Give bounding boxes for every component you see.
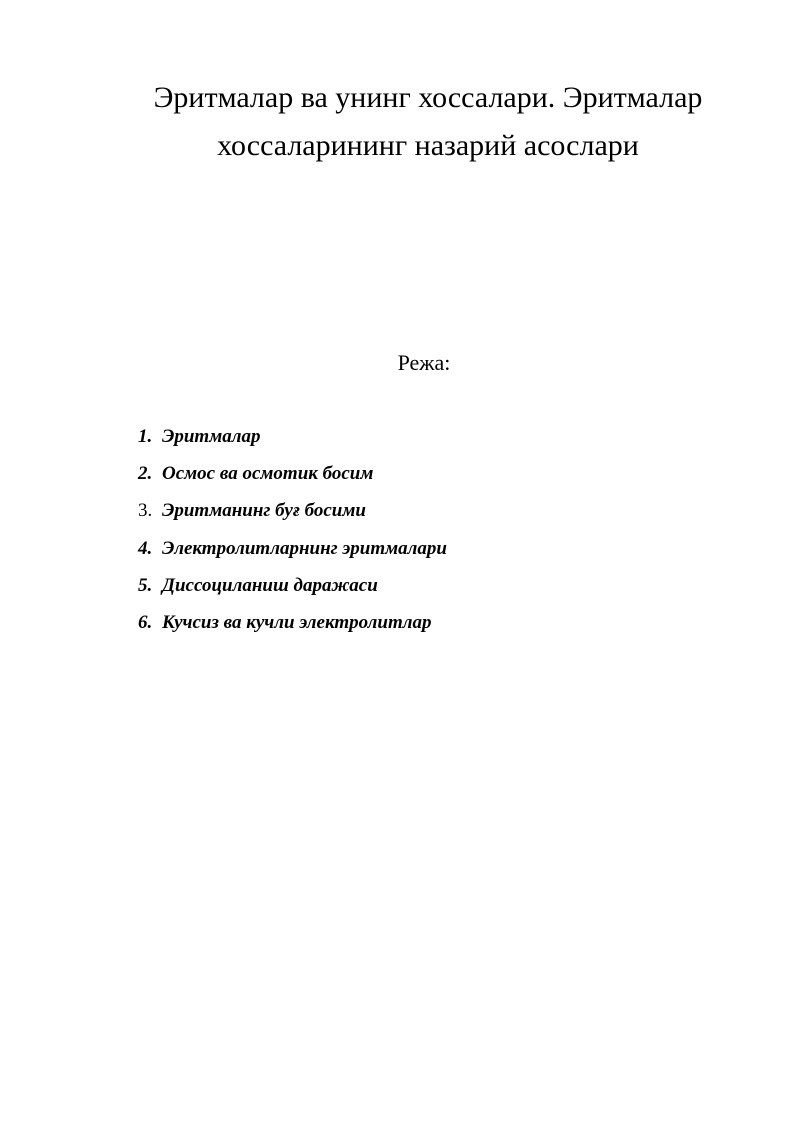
title-line-2: хоссаларининг назарий асослари [217, 129, 639, 162]
list-item-text: Осмос ва осмотик босим [162, 463, 374, 485]
list-item-number: 3. [138, 500, 153, 522]
plan-heading: Режа: [397, 350, 451, 375]
list-item [138, 497, 447, 534]
list-item-number: 4. [138, 537, 153, 559]
list-item [138, 609, 447, 646]
document-title [120, 74, 736, 170]
list-item-text: Электролитларнинг эритмалари [162, 537, 447, 559]
list-item-text: Кучсиз ва кучли электролитлар [162, 611, 432, 633]
list-item [138, 460, 447, 497]
list-item [138, 423, 447, 460]
plan-list [138, 423, 447, 646]
list-item-number: 2. [138, 463, 153, 485]
list-item [138, 535, 447, 572]
list-item-text: Диссоциланиш даражаси [162, 574, 378, 596]
list-item-number: 1. [138, 426, 153, 447]
list-item-number: 5. [138, 574, 153, 596]
list-item [138, 572, 447, 609]
list-item-text: Эритмалар [162, 426, 261, 447]
list-item-text: Эритманинг буғ босими [162, 500, 366, 522]
list-item-number: 6. [138, 611, 153, 633]
title-line-1: Эритмалар ва унинг хоссалари. Эритмалар [153, 81, 703, 114]
